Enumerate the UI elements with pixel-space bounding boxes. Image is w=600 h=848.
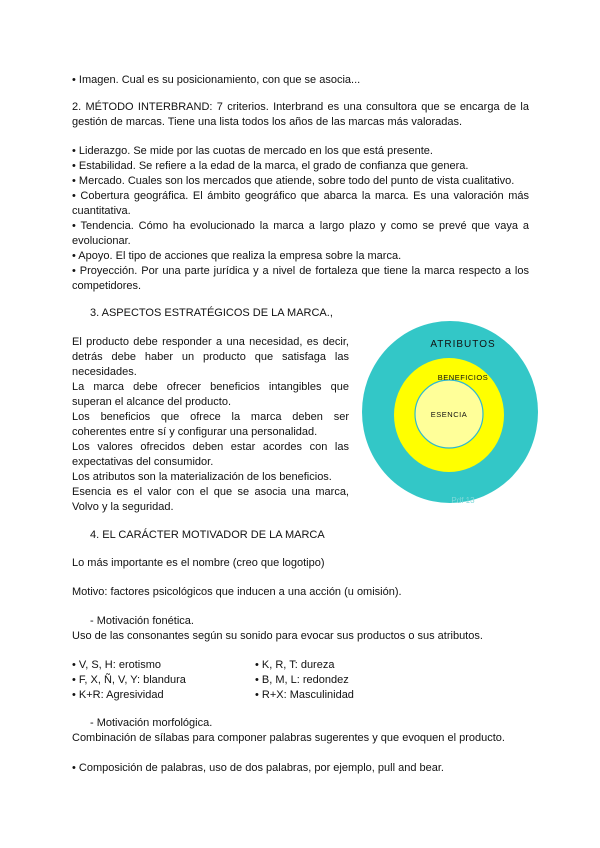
list-item: • B, M, L: redondez xyxy=(255,674,349,686)
list-item: • V, S, H: erotismo xyxy=(72,659,162,671)
outer-label: ATRIBUTOS xyxy=(430,339,496,350)
fonetica-title: - Motivación fonética. xyxy=(90,615,194,627)
criteria-list xyxy=(72,144,529,294)
list-item: • Cobertura geográfica. El ámbito geográfico que abarca la marca. Es una valoración más cuantitativa. xyxy=(72,190,529,217)
morfologica-description: Combinación de sílabas para componer palabras sugerentes y que evoquen el producto. xyxy=(72,732,505,744)
list-item: • K+R: Agresividad xyxy=(72,689,164,701)
paragraph: Los atributos son la materialización de los beneficios. xyxy=(72,471,332,483)
intro-bullet: • Imagen. Cual es su posicionamiento, con que se asocia... xyxy=(72,74,361,86)
brand-circles-diagram xyxy=(360,318,540,508)
paragraph: Esencia es el valor con el que se asocia una marca, Volvo y la seguridad. xyxy=(72,486,349,513)
name-line: Lo más importante es el nombre (creo que logotipo) xyxy=(72,557,325,569)
list-item: • Apoyo. El tipo de acciones que realiza la empresa sobre la marca. xyxy=(72,250,402,262)
list-item: • Estabilidad. Se refiere a la edad de la marca, el grado de confianza que genera. xyxy=(72,160,469,172)
section4-heading: 4. EL CARÁCTER MOTIVADOR DE LA MARCA xyxy=(90,529,325,541)
paragraph: La marca debe ofrecer beneficios intangibles que superan el alcance del producto. xyxy=(72,381,349,408)
list-item: • Proyección. Por una parte jurídica y a nivel de fortaleza que tiene la marca respecto a los competidores. xyxy=(72,265,529,292)
paragraph: Los beneficios que ofrece la marca deben ser coherentes entre sí y configurar una personalidad. xyxy=(72,411,349,438)
fonetica-description: Uso de las consonantes según su sonido para evocar sus productos o sus atributos. xyxy=(72,630,483,642)
inner-label: ESENCIA xyxy=(430,410,468,419)
fonetica-list-left xyxy=(72,658,252,703)
list-item: • R+X: Masculinidad xyxy=(255,689,354,701)
aspects-paragraphs xyxy=(72,335,349,515)
fonetica-list-right xyxy=(255,658,455,703)
motivo-definition: Motivo: factores psicológicos que inducen a una acción (u omisión). xyxy=(72,586,402,598)
paragraph: El producto debe responder a una necesidad, es decir, detrás debe haber un producto que satisfaga las necesidades. xyxy=(72,336,349,378)
section3-heading: 3. ASPECTOS ESTRATÉGICOS DE LA MARCA., xyxy=(90,307,333,319)
list-item: • Tendencia. Cómo ha evolucionado la marca a largo plazo y como se prevé que vaya a evolucionar. xyxy=(72,220,529,247)
list-item: • Liderazgo. Se mide por las cuotas de mercado en los que está presente. xyxy=(72,145,433,157)
list-item: • F, X, Ñ, V, Y: blandura xyxy=(72,674,186,686)
composicion-bullet: • Composición de palabras, uso de dos palabras, por ejemplo, pull and bear. xyxy=(72,762,444,774)
paragraph: Los valores ofrecidos deben estar acordes con las expectativas del consumidor. xyxy=(72,441,349,468)
morfologica-title: - Motivación morfológica. xyxy=(90,717,213,729)
middle-label: BENEFICIOS xyxy=(437,373,489,382)
list-item: • Mercado. Cuales son los mercados que atiende, sobre todo del punto de vista cualitativo. xyxy=(72,175,515,187)
list-item: • K, R, T: dureza xyxy=(255,659,335,671)
interbrand-heading: 2. MÉTODO INTERBRAND: 7 criterios. Interbrand es una consultora que se encarga de la gestión de marcas. Tiene una lista todos los años de las marcas más valoradas. xyxy=(72,101,529,128)
watermark: Pdf 13 xyxy=(451,496,475,505)
